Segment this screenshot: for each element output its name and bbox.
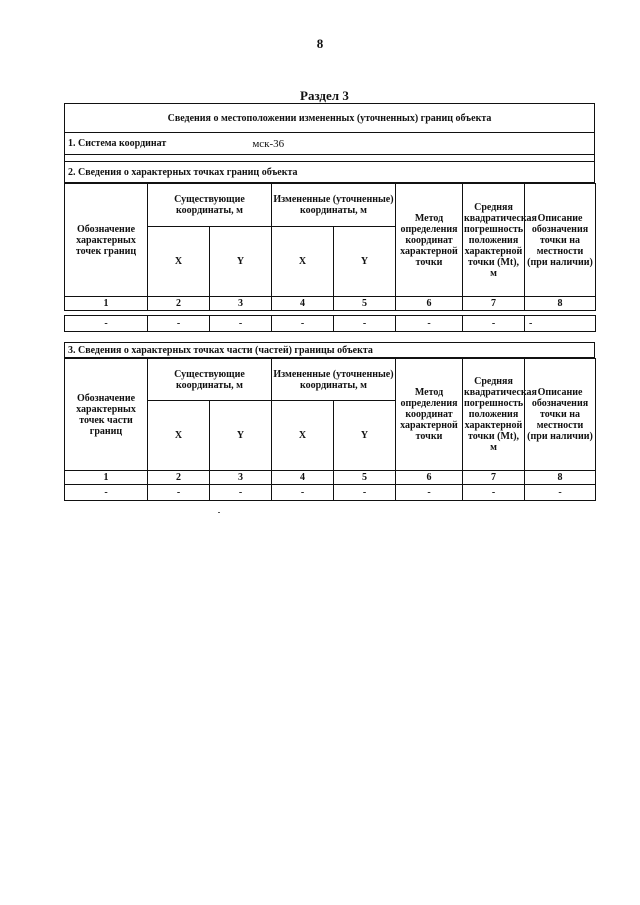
header-x-existing: X xyxy=(148,227,210,297)
table2-title: 3. Сведения о характерных точках части (частей) границы объекта xyxy=(64,342,595,358)
header-accuracy: Средняя квадратическая погрешность положения характерной точки (Mt), м xyxy=(463,184,525,297)
table-cell: - xyxy=(272,316,334,332)
header-y-existing: Y xyxy=(210,227,272,297)
table-cell: - xyxy=(334,485,396,501)
coordinate-system-label: 1. Система координат xyxy=(68,138,167,149)
table-cell: - xyxy=(65,316,148,332)
column-number: 4 xyxy=(272,297,334,311)
header-designation: Обозначение характерных точек части границ xyxy=(65,359,148,471)
document-frame xyxy=(64,103,595,501)
header-changed-coords: Измененные (уточненные) координаты, м xyxy=(272,359,396,401)
table-row xyxy=(65,316,596,332)
header-x-changed: X xyxy=(272,227,334,297)
column-number: 7 xyxy=(463,297,525,311)
table-cell: - xyxy=(334,316,396,332)
column-number: 4 xyxy=(272,471,334,485)
header-description: Описание обозначения точки на местности (при наличии) xyxy=(525,184,596,297)
table-cell: - xyxy=(396,485,463,501)
table-cell: - xyxy=(525,485,596,501)
column-number: 1 xyxy=(65,471,148,485)
coordinate-system-row xyxy=(64,133,595,155)
table-cell: - xyxy=(463,316,525,332)
header-existing-coords: Существующие координаты, м xyxy=(148,184,272,227)
table-cell: - xyxy=(396,316,463,332)
column-number: 6 xyxy=(396,297,463,311)
column-number: 1 xyxy=(65,297,148,311)
column-number: 8 xyxy=(525,297,596,311)
page-number: 8 xyxy=(316,36,324,51)
header-description: Описание обозначения точки на местности (при наличии) xyxy=(525,359,596,471)
table-cell: - xyxy=(148,485,210,501)
table-cell: - xyxy=(272,485,334,501)
header-y-existing: Y xyxy=(210,401,272,471)
column-number: 6 xyxy=(396,471,463,485)
header-method: Метод определения координат характерной точки xyxy=(396,359,463,471)
table-row xyxy=(65,485,596,501)
header-designation: Обозначение характерных точек границ xyxy=(65,184,148,297)
section-title: Раздел 3 xyxy=(300,88,349,103)
column-number: 3 xyxy=(210,471,272,485)
table-cell: - xyxy=(525,316,596,332)
table1-title: 2. Сведения о характерных точках границ объекта xyxy=(64,161,595,183)
header-accuracy: Средняя квадратическая погрешность положения характерной точки (Mt), м xyxy=(463,359,525,471)
header-method: Метод определения координат характерной точки xyxy=(396,184,463,297)
header-changed-coords: Измененные (уточненные) координаты, м xyxy=(272,184,396,227)
scan-speck xyxy=(218,512,220,513)
column-number: 5 xyxy=(334,297,396,311)
main-header: Сведения о местоположении измененных (уточненных) границ объекта xyxy=(64,103,595,133)
table-cell: - xyxy=(148,316,210,332)
header-y-changed: Y xyxy=(334,401,396,471)
coordinate-system-value: мск-36 xyxy=(252,137,285,150)
header-existing-coords: Существующие координаты, м xyxy=(148,359,272,401)
part-boundary-points-table xyxy=(64,358,596,501)
column-number: 2 xyxy=(148,297,210,311)
boundary-points-table xyxy=(64,183,596,332)
header-y-changed: Y xyxy=(334,227,396,297)
header-x-existing: X xyxy=(148,401,210,471)
table-cell: - xyxy=(210,316,272,332)
table-cell: - xyxy=(463,485,525,501)
column-number: 2 xyxy=(148,471,210,485)
column-numbers-row xyxy=(65,471,596,485)
column-number: 8 xyxy=(525,471,596,485)
column-number: 3 xyxy=(210,297,272,311)
column-number: 5 xyxy=(334,471,396,485)
header-x-changed: X xyxy=(272,401,334,471)
table-cell: - xyxy=(65,485,148,501)
column-number: 7 xyxy=(463,471,525,485)
table-cell: - xyxy=(210,485,272,501)
column-numbers-row xyxy=(65,297,596,311)
